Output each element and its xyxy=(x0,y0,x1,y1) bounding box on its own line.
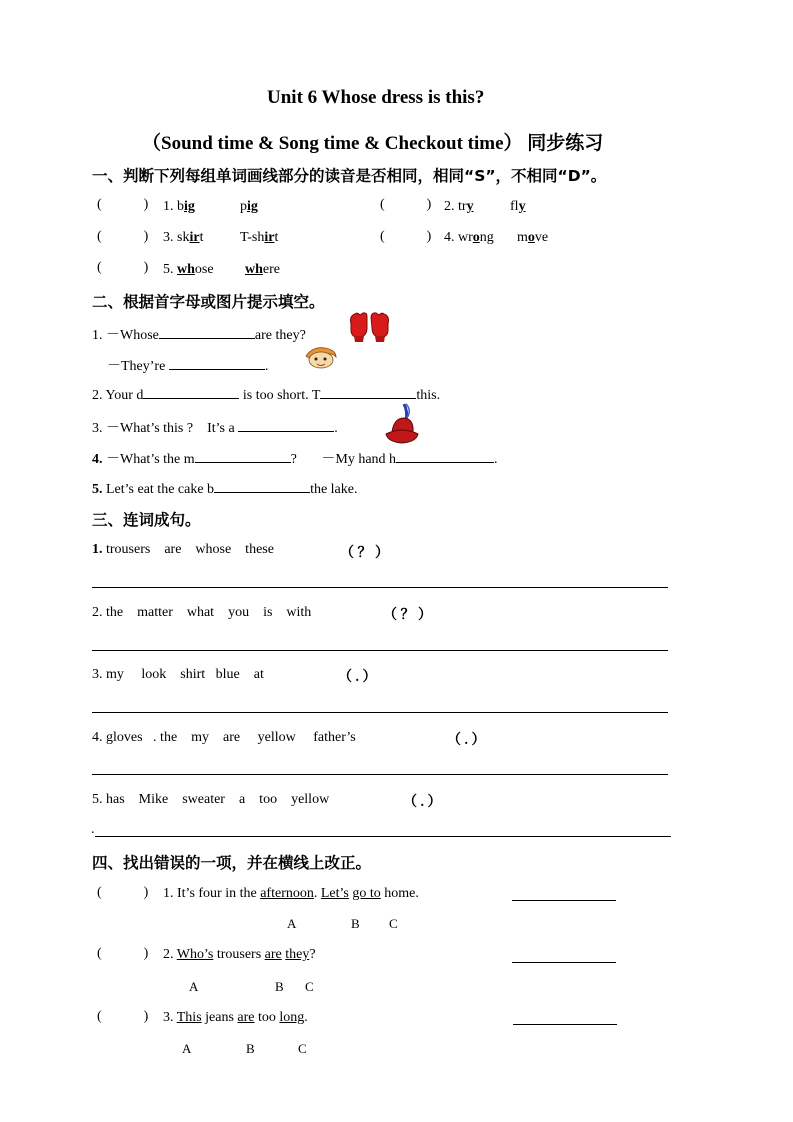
punct-hint: （ ？ ） xyxy=(383,608,432,623)
label-c: C xyxy=(389,916,398,931)
part1-item-4-word2 xyxy=(517,230,548,246)
part1-item-5-word2 xyxy=(245,262,280,278)
item-number: 3. xyxy=(163,1010,174,1025)
question-text: is too short. T xyxy=(242,388,321,403)
item-number: 3. xyxy=(163,230,174,245)
section-4-heading: 四、找出错误的一项，并在横线上改正。 xyxy=(92,854,372,872)
question-text: this. xyxy=(416,388,441,403)
answer-paren[interactable]: ( ) xyxy=(380,197,432,212)
sentence-text: It’s four in the xyxy=(177,886,261,901)
part1-item-3 xyxy=(163,230,203,246)
word-part: tr xyxy=(458,199,467,214)
question-text: Your d xyxy=(105,388,144,403)
word-part: t xyxy=(274,230,279,245)
answer-line[interactable] xyxy=(95,836,671,837)
part1-item-2-word2 xyxy=(510,199,526,215)
answer-paren[interactable]: ( ) xyxy=(97,1009,149,1024)
word-part: t xyxy=(199,230,204,245)
sentence-text: too xyxy=(254,1010,280,1025)
fill-blank[interactable] xyxy=(143,386,239,399)
part4-q1 xyxy=(163,886,419,902)
sentence-text: . xyxy=(313,886,321,901)
fill-blank[interactable] xyxy=(320,386,416,399)
fill-blank[interactable] xyxy=(396,450,494,463)
word-part: m xyxy=(517,230,528,245)
item-number: 4. xyxy=(92,452,103,467)
item-number: 1. xyxy=(163,886,174,901)
part1-item-2 xyxy=(444,199,474,215)
question-text: ? xyxy=(290,452,297,467)
word-part: T-sh xyxy=(240,230,265,245)
sentence-text: ? xyxy=(309,947,316,962)
section-3-heading: 三、连词成句。 xyxy=(92,511,201,529)
scrambled-words: trousers are whose these xyxy=(106,542,274,557)
underlined-part: y xyxy=(466,199,474,214)
gloves-icon xyxy=(345,310,393,346)
punct-hint: （ . ） xyxy=(447,733,486,748)
sentence-text: jeans xyxy=(201,1010,238,1025)
part3-item-2 xyxy=(92,605,311,621)
line-dot: . xyxy=(91,822,95,837)
item-number: 3. xyxy=(92,421,103,436)
part2-q5 xyxy=(92,480,357,498)
word-part: p xyxy=(240,199,247,214)
answer-line[interactable] xyxy=(92,774,668,775)
item-number: 5. xyxy=(92,482,103,497)
word-part: ve xyxy=(534,230,549,245)
punct-hint: （ ？ ） xyxy=(340,546,389,561)
label-a: A xyxy=(189,979,199,994)
section-2-heading: 二、根据首字母或图片提示填空。 xyxy=(92,293,325,311)
punct-hint: （ . ） xyxy=(403,795,442,810)
face-icon xyxy=(303,345,339,371)
option-c: long xyxy=(279,1010,305,1025)
scrambled-words: gloves . the my are yellow father’s xyxy=(106,730,356,745)
punct-hint: （ . ） xyxy=(338,670,377,685)
word-part: ose xyxy=(194,262,214,277)
page-title: Unit 6 Whose dress is this? xyxy=(267,87,485,108)
answer-paren[interactable]: ( ) xyxy=(97,229,149,244)
section-1-heading: 一、判断下列每组单词画线部分的读音是否相同，相同“S”，不相同“D”。 xyxy=(92,167,607,185)
item-number: 1. xyxy=(92,328,103,343)
label-a: A xyxy=(182,1041,192,1056)
underlined-part: o xyxy=(472,230,480,245)
part2-q1a xyxy=(92,324,306,344)
part4-q2 xyxy=(163,947,316,963)
label-a: A xyxy=(287,916,297,931)
option-c: they xyxy=(285,947,310,962)
part3-item-3 xyxy=(92,667,264,683)
correction-line[interactable] xyxy=(512,900,616,901)
fill-blank[interactable] xyxy=(195,450,291,463)
question-text: －What’s this ? xyxy=(106,421,194,436)
fill-blank[interactable] xyxy=(238,419,334,432)
part1-item-1 xyxy=(163,199,195,215)
part2-q4 xyxy=(92,448,498,468)
label-b: B xyxy=(351,916,360,931)
fill-blank[interactable] xyxy=(214,480,310,493)
question-text: the lake. xyxy=(310,482,358,497)
word-part: ere xyxy=(262,262,280,277)
item-number: 2. xyxy=(92,605,103,620)
question-text: . xyxy=(264,359,269,374)
option-b: Let’s xyxy=(320,886,349,901)
correction-line[interactable] xyxy=(512,962,616,963)
scrambled-words: my look shirt blue at xyxy=(106,667,264,682)
correction-line[interactable] xyxy=(513,1024,617,1025)
option-b: are xyxy=(264,947,282,962)
page-subtitle: （Sound time & Song time & Checkout time） 同步练习 xyxy=(142,133,604,154)
underlined-part: ir xyxy=(189,230,200,245)
question-text: －They’re xyxy=(107,359,166,374)
answer-line[interactable] xyxy=(92,712,668,713)
item-number: 3. xyxy=(92,667,103,682)
underlined-part: ig xyxy=(247,199,258,214)
part1-item-4 xyxy=(444,230,494,246)
item-number: 5. xyxy=(92,792,103,807)
option-a: This xyxy=(176,1010,202,1025)
word-part: ng xyxy=(479,230,494,245)
option-a: afternoon xyxy=(260,886,314,901)
question-text: . xyxy=(334,421,338,436)
part1-item-1-word2 xyxy=(240,199,258,215)
answer-line[interactable] xyxy=(92,650,668,651)
answer-line[interactable] xyxy=(92,587,668,588)
item-number: 4. xyxy=(92,730,103,745)
underlined-part: y xyxy=(518,199,526,214)
answer-paren[interactable]: ( ) xyxy=(97,260,149,275)
option-a: Who’s xyxy=(176,947,214,962)
word-part: wr xyxy=(458,230,473,245)
part1-item-5 xyxy=(163,262,214,278)
label-b: B xyxy=(275,979,284,994)
hat-icon xyxy=(382,402,422,446)
underlined-part: ir xyxy=(264,230,275,245)
fill-blank[interactable] xyxy=(169,357,265,370)
answer-paren[interactable]: ( ) xyxy=(97,946,149,961)
sentence-text: trousers xyxy=(213,947,265,962)
label-b: B xyxy=(246,1041,255,1056)
fill-blank[interactable] xyxy=(159,326,255,339)
question-text: It’s a xyxy=(207,421,235,436)
item-number: 1. xyxy=(163,199,174,214)
question-text: . xyxy=(494,452,498,467)
answer-paren[interactable]: ( ) xyxy=(97,197,149,212)
scrambled-words: the matter what you is with xyxy=(106,605,312,620)
item-number: 5. xyxy=(163,262,174,277)
part2-q1b xyxy=(107,355,268,375)
underlined-part: wh xyxy=(245,262,263,277)
part2-q3 xyxy=(92,417,338,437)
question-text: －My hand h xyxy=(321,452,397,467)
question-text: Let’s eat the cake b xyxy=(106,482,215,497)
word-part: b xyxy=(177,199,184,214)
item-number: 2. xyxy=(444,199,455,214)
label-c: C xyxy=(305,979,314,994)
question-text: －Whose xyxy=(106,328,159,343)
word-part: sk xyxy=(177,230,190,245)
answer-paren[interactable]: ( ) xyxy=(97,885,149,900)
item-number: 2. xyxy=(163,947,174,962)
sentence-text: home. xyxy=(380,886,419,901)
question-text: are they? xyxy=(254,328,306,343)
part3-item-1 xyxy=(92,542,274,558)
label-c: C xyxy=(298,1041,307,1056)
option-b: are xyxy=(237,1010,255,1025)
answer-paren[interactable]: ( ) xyxy=(380,229,432,244)
underlined-part: o xyxy=(527,230,535,245)
question-text: －What’s the m xyxy=(106,452,195,467)
item-number: 1. xyxy=(92,542,103,557)
part3-item-4 xyxy=(92,730,356,746)
sentence-text: . xyxy=(304,1010,308,1025)
item-number: 4. xyxy=(444,230,455,245)
underlined-part: wh xyxy=(177,262,195,277)
option-c: go to xyxy=(352,886,381,901)
part3-item-5 xyxy=(92,792,329,808)
underlined-part: ig xyxy=(184,199,195,214)
item-number: 2. xyxy=(92,388,103,403)
scrambled-words: has Mike sweater a too yellow xyxy=(106,792,330,807)
word-part: fl xyxy=(510,199,519,214)
part1-item-3-word2 xyxy=(240,230,278,246)
part4-q3 xyxy=(163,1010,308,1026)
